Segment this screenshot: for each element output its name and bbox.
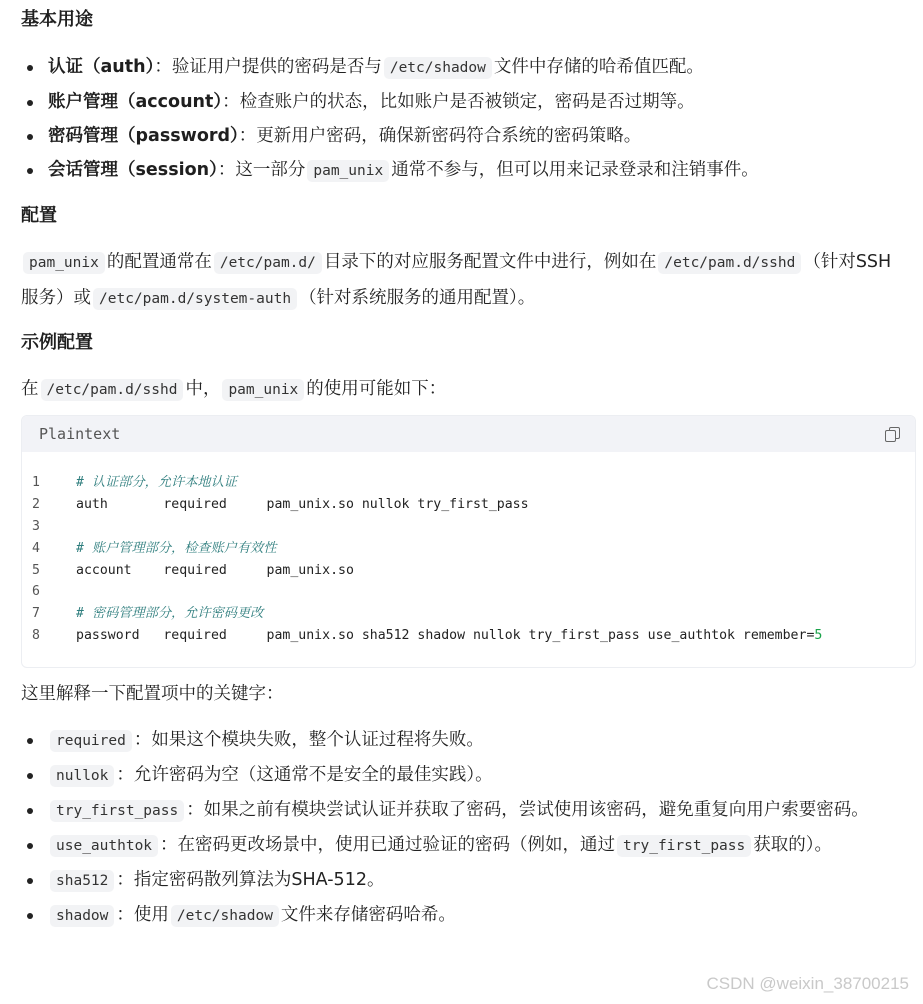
inline-code: nullok [50,765,114,787]
line-number: 3 [32,518,40,534]
text-segment: ：检查账户的状态，比如账户是否被锁定，密码是否过期等。 [222,92,695,112]
heading-config: 配置 [21,205,57,226]
code-content [22,452,915,647]
inline-code: /etc/pam.d/sshd [658,252,801,274]
explain-paragraph [21,677,901,712]
code-line [22,472,915,494]
text-segment: ：使用 [116,905,169,925]
text-segment: ：如果之前有模块尝试认证并获取了密码，尝试使用该密码，避免重复向用户索要密码。 [186,800,869,820]
text-segment: 中， [185,379,221,399]
keyword-list [21,723,881,933]
bold-term: 认证（auth） [48,57,155,77]
code-comment: # 认证部分，允许本地认证 [76,475,237,490]
inline-code: sha512 [50,870,114,892]
code-line [22,603,915,625]
line-number: 7 [32,606,40,622]
inline-code: use_authtok [50,835,158,857]
list-item [21,758,881,793]
code-line [22,560,915,582]
line-number: 8 [32,628,40,644]
code-number: 5 [814,628,823,644]
text-segment: （针对SSH服务）或 [21,252,892,308]
code-comment: # 账户管理部分，检查账户有效性 [76,540,277,556]
text-segment: 目录下的对应服务配置文件中进行，例如在 [323,252,657,272]
text-segment: 在 [21,379,39,399]
code-language-label: Plaintext [39,425,121,443]
line-number: 5 [32,562,40,578]
text-segment: ：更新用户密码，确保新密码符合系统的密码策略。 [238,126,642,146]
list-item [21,793,881,828]
code-text: password required pam_unix.so sha512 shadow nullok try_first_pass use_authtok remember= [76,628,815,644]
list-item [21,153,881,188]
list-item [21,863,881,898]
text-segment: 文件中存储的哈希值匹配。 [493,57,704,77]
inline-code: pam_unix [307,160,389,182]
text-segment: 文件来存储密码哈希。 [280,905,456,925]
basic-usage-list [21,50,881,188]
heading-basic-usage: 基本用途 [21,9,93,30]
code-line [22,538,915,560]
code-block-header [22,416,915,452]
code-comment: # 密码管理部分，允许密码更改 [76,606,264,622]
example-intro-paragraph [21,372,901,408]
line-number: 4 [32,540,40,556]
text-segment: 这里解释一下配置项中的关键字： [21,684,284,704]
code-text: account required pam_unix.so [76,562,354,578]
inline-code: /etc/pam.d/sshd [41,379,184,401]
bold-term: 账户管理（account） [48,92,223,112]
list-item [21,85,881,119]
inline-code: required [50,730,132,752]
inline-code: /etc/pam.d/ [214,252,322,274]
inline-code: /etc/pam.d/system-auth [93,288,297,310]
text-segment: ：指定密码散列算法为SHA-512。 [116,870,385,890]
inline-code: pam_unix [222,379,304,401]
text-segment: （针对系统服务的通用配置）。 [299,288,536,308]
text-segment: ：允许密码为空（这通常不是安全的最佳实践）。 [116,765,493,785]
inline-code: pam_unix [23,252,105,274]
list-item [21,119,881,153]
bold-term: 密码管理（password） [48,126,239,146]
list-item [21,723,881,758]
code-line [22,625,915,647]
text-segment: ：如果这个模块失败，整个认证过程将失败。 [133,730,484,750]
list-item [21,828,881,863]
text-segment: 通常不参与，但可以用来记录登录和注销事件。 [391,160,759,180]
inline-code: /etc/shadow [171,905,279,927]
bold-term: 会话管理（session） [48,160,218,180]
line-number: 6 [32,584,40,600]
code-line [22,581,915,603]
text-segment: ：在密码更改场景中，使用已通过验证的密码（例如，通过 [160,835,616,855]
heading-example-config: 示例配置 [21,332,93,353]
text-segment: 获取的）。 [753,835,832,855]
list-item [21,898,881,933]
inline-code: try_first_pass [617,835,751,857]
code-line [22,494,915,516]
code-text: auth required pam_unix.so nullok try_first_pass [76,496,529,512]
inline-code: try_first_pass [50,800,184,822]
watermark: CSDN @weixin_38700215 [706,974,909,993]
code-block [21,415,916,668]
copy-icon[interactable] [885,427,899,441]
text-segment: ：验证用户提供的密码是否与 [154,57,382,77]
text-segment: 的配置通常在 [106,252,212,272]
line-number: 2 [32,496,40,512]
list-item [21,50,881,85]
code-line [22,516,915,538]
text-segment: ：这一部分 [217,160,306,180]
text-segment: 的使用可能如下： [306,379,447,399]
config-paragraph [21,245,901,317]
line-number: 1 [32,475,40,490]
inline-code: shadow [50,905,114,927]
inline-code: /etc/shadow [384,57,492,79]
